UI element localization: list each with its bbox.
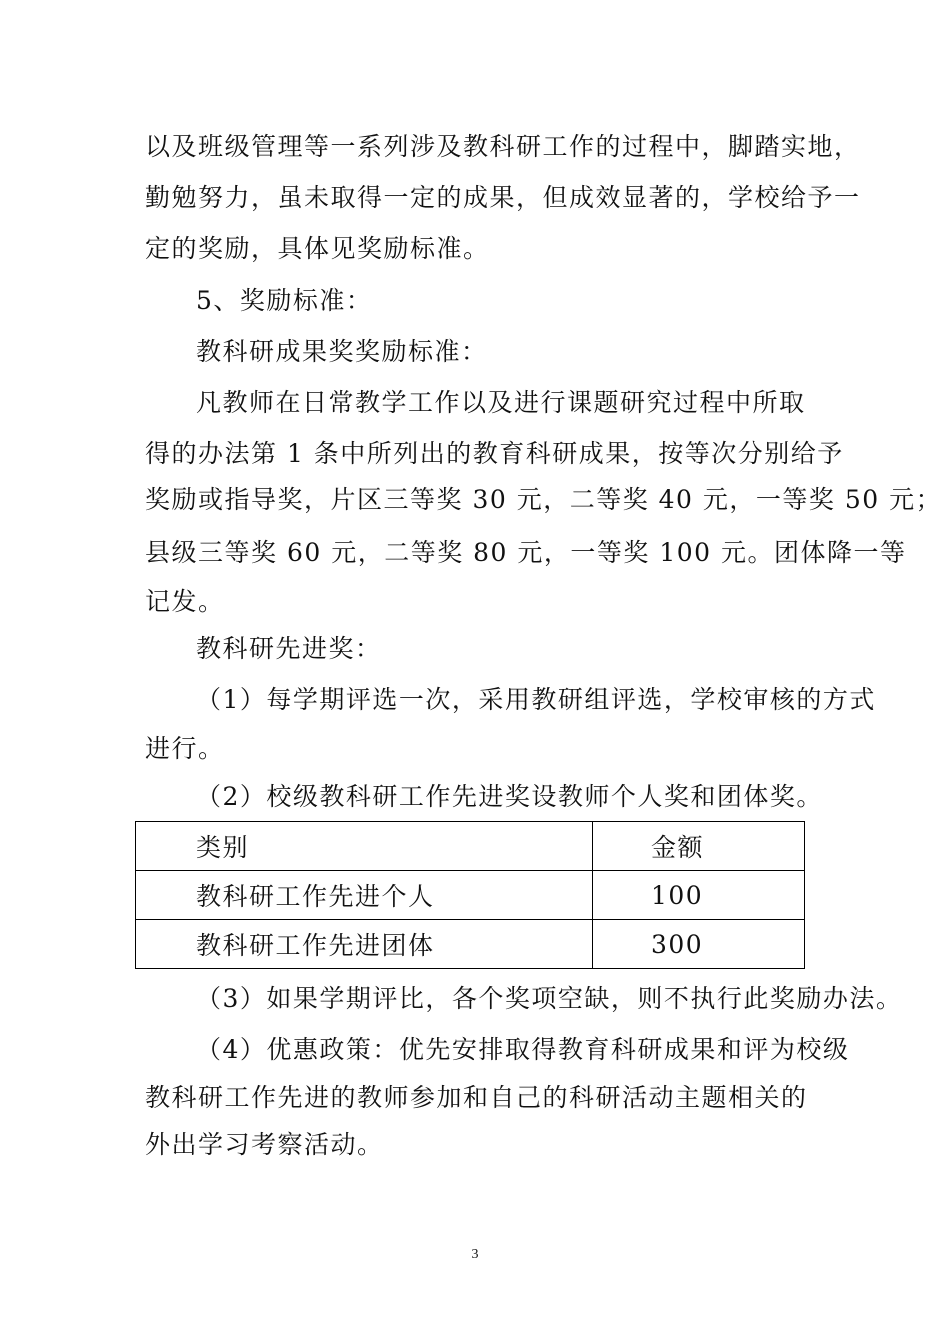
table-cell: 教科研工作先进团体 bbox=[136, 920, 593, 969]
table-header-cell: 金额 bbox=[593, 822, 805, 871]
paragraph-line: 以及班级管理等一系列涉及教科研工作的过程中，脚踏实地， bbox=[145, 132, 861, 161]
table-cell: 300 bbox=[593, 920, 805, 969]
paragraph-line: （2）校级教科研工作先进奖设教师个人奖和团体奖。 bbox=[196, 782, 823, 811]
table-row bbox=[136, 920, 805, 969]
award-table bbox=[135, 821, 805, 969]
paragraph-line: 奖励或指导奖，片区三等奖 30 元，二等奖 40 元，一等奖 50 元； bbox=[145, 485, 943, 514]
paragraph-line: 外出学习考察活动。 bbox=[145, 1130, 384, 1159]
section-heading: 5、奖励标准： bbox=[196, 286, 373, 315]
paragraph-line: 县级三等奖 60 元，二等奖 80 元，一等奖 100 元。团体降一等 bbox=[145, 538, 907, 567]
page-number: 3 bbox=[471, 1247, 479, 1262]
paragraph-line: 记发。 bbox=[145, 587, 225, 616]
paragraph-line: 得的办法第 1 条中所列出的教育科研成果，按等次分别给予 bbox=[145, 439, 844, 468]
paragraph-line: （4）优惠政策：优先安排取得教育科研成果和评为校级 bbox=[196, 1035, 850, 1064]
paragraph-line: 勤勉努力，虽未取得一定的成果，但成效显著的，学校给予一 bbox=[145, 183, 861, 212]
table-header-row bbox=[136, 822, 805, 871]
table-header-cell: 类别 bbox=[136, 822, 593, 871]
paragraph-line: 进行。 bbox=[145, 734, 225, 763]
paragraph-line: （1）每学期评选一次，采用教研组评选，学校审核的方式 bbox=[196, 685, 876, 714]
table-cell: 100 bbox=[593, 871, 805, 920]
subsection-heading: 教科研先进奖： bbox=[196, 634, 382, 663]
table-row bbox=[136, 871, 805, 920]
paragraph-line: 教科研工作先进的教师参加和自己的科研活动主题相关的 bbox=[145, 1083, 808, 1112]
table-cell: 教科研工作先进个人 bbox=[136, 871, 593, 920]
subsection-heading: 教科研成果奖奖励标准： bbox=[196, 337, 488, 366]
paragraph-line: （3）如果学期评比，各个奖项空缺，则不执行此奖励办法。 bbox=[196, 984, 903, 1013]
paragraph-line: 凡教师在日常教学工作以及进行课题研究过程中所取 bbox=[196, 388, 806, 417]
paragraph-line: 定的奖励，具体见奖励标准。 bbox=[145, 234, 490, 263]
